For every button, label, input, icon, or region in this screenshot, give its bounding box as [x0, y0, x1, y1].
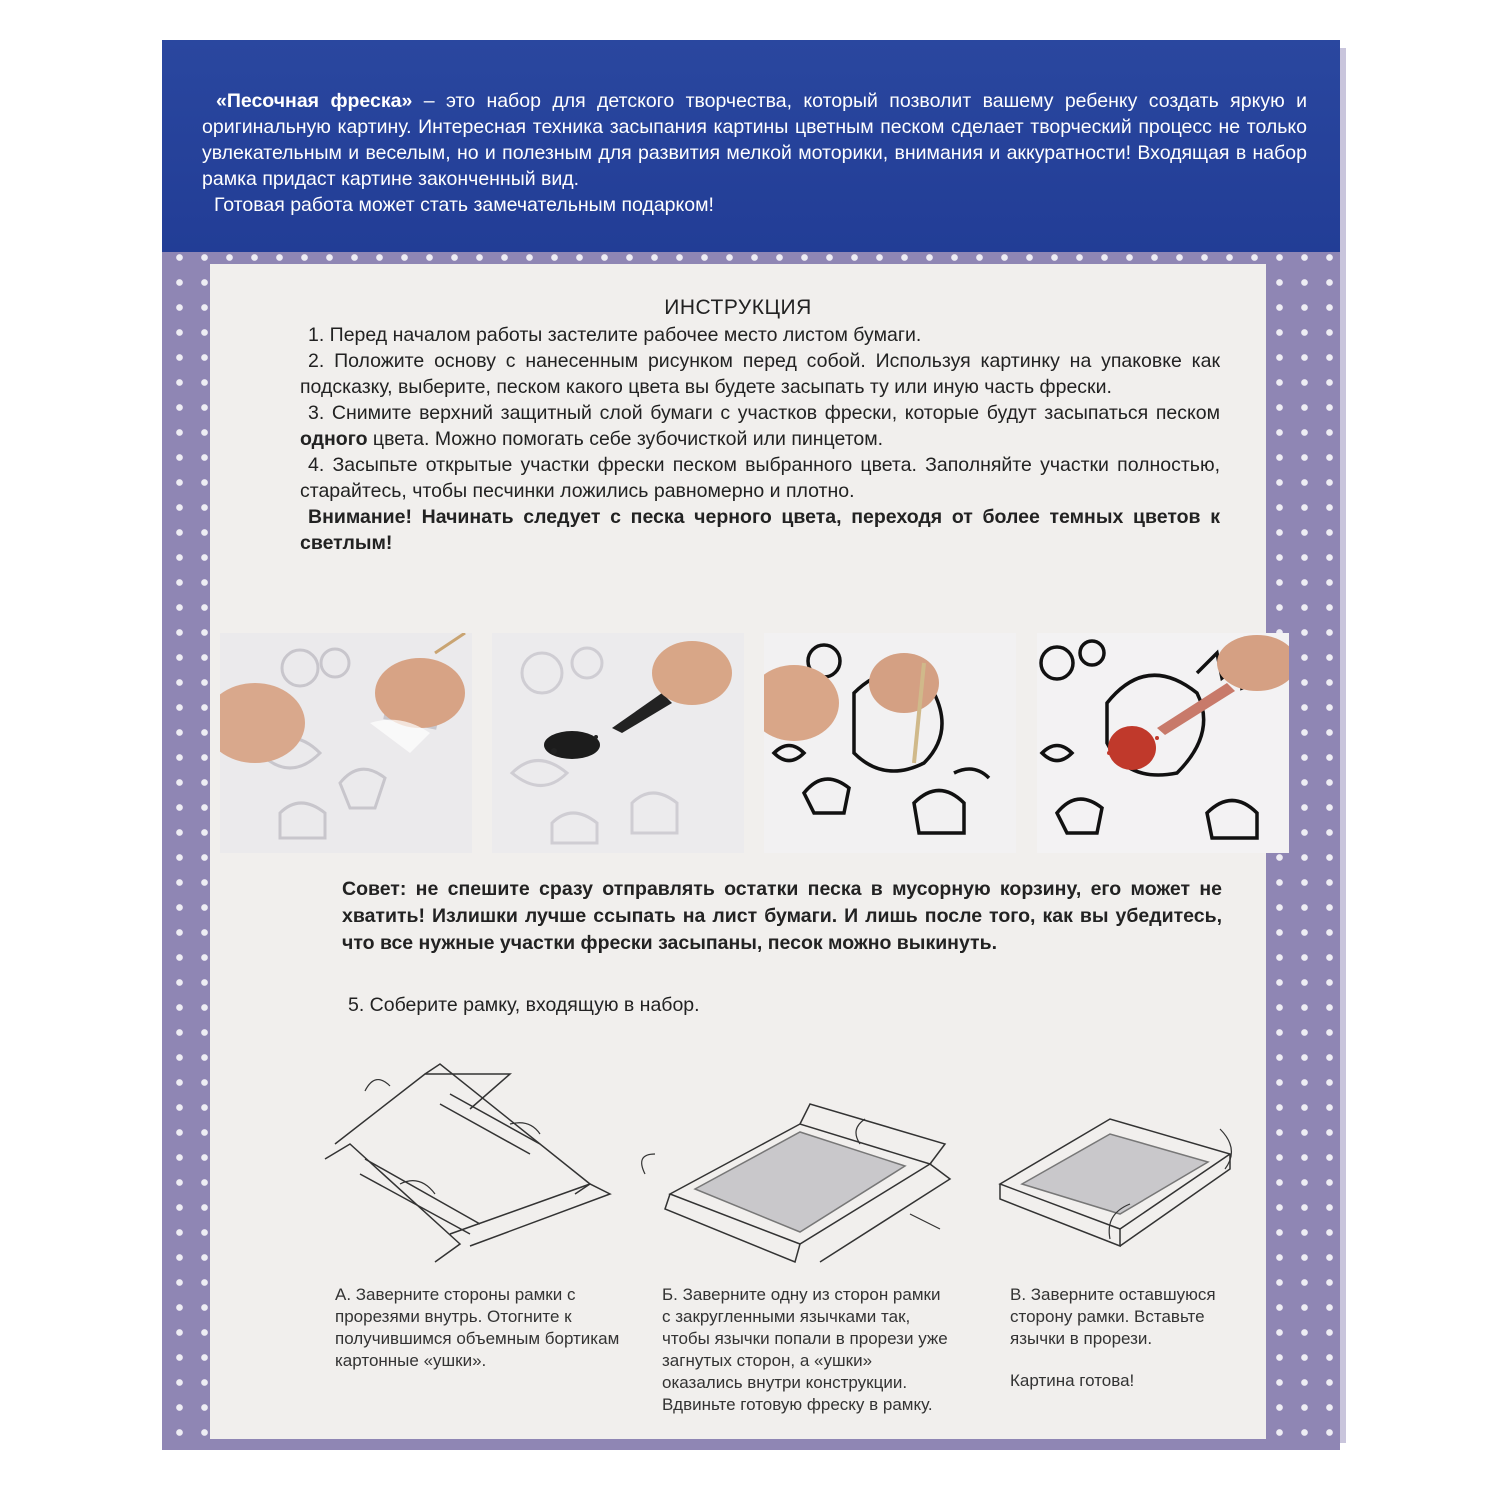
step-3-text-b: цвета. Можно помогать себе зубочисткой или пинцетом.	[367, 428, 884, 450]
photo-black-sand	[492, 633, 744, 853]
photo-drawing	[764, 633, 1016, 853]
step-4: 4. Засыпьте открытые участки фрески песком выбранного цвета. Заполняйте участки полностью, старайтесь, чтобы песчинки ложились равномерно и плотно.	[300, 454, 1220, 502]
photo-peeling	[220, 633, 472, 853]
diagram-c	[1000, 1119, 1231, 1246]
advice-text: Совет: не спешите сразу отправлять остатки песка в мусорную корзину, его может не хватить! Излишки лучше ссыпать на лист бумаги. И лишь после того, как вы убедитесь, что все нужные участки фрески засыпаны, песок можно выкинуть.	[342, 878, 1222, 954]
box-edge	[1340, 48, 1346, 1443]
photo-strip	[210, 633, 1266, 853]
caption-c-done: Картина готова!	[1010, 1371, 1135, 1390]
warning-text: Внимание! Начинать следует с песка черного цвета, переходя от более темных цветов к светлым!	[300, 506, 1220, 554]
step-3-bold: одного	[300, 428, 368, 450]
caption-c-text: В. Заверните оставшуюся сторону рамки. Вставьте язычки в прорези.	[1010, 1285, 1216, 1348]
instruction-panel	[210, 264, 1266, 1439]
instruction-steps	[300, 322, 1220, 556]
product-name: «Песочная фреска»	[216, 90, 413, 112]
intro-body: – это набор для детского творчества, который позволит вашему ребенку создать яркую и оригинальную картину. Интересная техника засыпания картины цветным песком сделает творческий процесс не только увлекательным и веселым, но и полезным для развития мелкой моторики, внимания и аккуратности! Входящая в набор рамка придаст картине законченный вид.	[202, 90, 1307, 190]
caption-a: А. Заверните стороны рамки с прорезями внутрь. Отогните к получившимся объемным бортикам картонные «ушки».	[335, 1285, 620, 1370]
step-2: 2. Положите основу с нанесенным рисунком перед собой. Используя картинку на упаковке как подсказку, выберите, песком какого цвета вы будете засыпать ту или иную часть фрески.	[300, 350, 1220, 398]
header-banner	[162, 40, 1340, 252]
caption-c	[1010, 1284, 1260, 1392]
diagram-b	[642, 1104, 950, 1262]
photo-red-sand	[1037, 633, 1289, 853]
step-3-text-a: 3. Снимите верхний защитный слой бумаги с участков фрески, которые будут засыпаться песком	[308, 402, 1220, 424]
instruction-title: ИНСТРУКЦИЯ	[664, 296, 812, 319]
step-1: 1. Перед началом работы застелите рабочее место листом бумаги.	[308, 324, 922, 346]
frame-diagrams	[210, 1034, 1266, 1264]
intro-closing: Готовая работа может стать замечательным подарком!	[214, 194, 714, 216]
step-5: 5. Соберите рамку, входящую в набор.	[348, 994, 700, 1016]
package-back	[162, 40, 1340, 1450]
diagram-a	[325, 1064, 610, 1262]
step-3	[300, 400, 1220, 452]
intro-text	[202, 88, 1307, 218]
caption-b: Б. Заверните одну из сторон рамки с закругленными язычками так, чтобы язычки попали в прорези уже загнутых сторон, а «ушки» оказались внутри конструкции. Вдвиньте готовую фреску в рамку.	[662, 1285, 948, 1414]
